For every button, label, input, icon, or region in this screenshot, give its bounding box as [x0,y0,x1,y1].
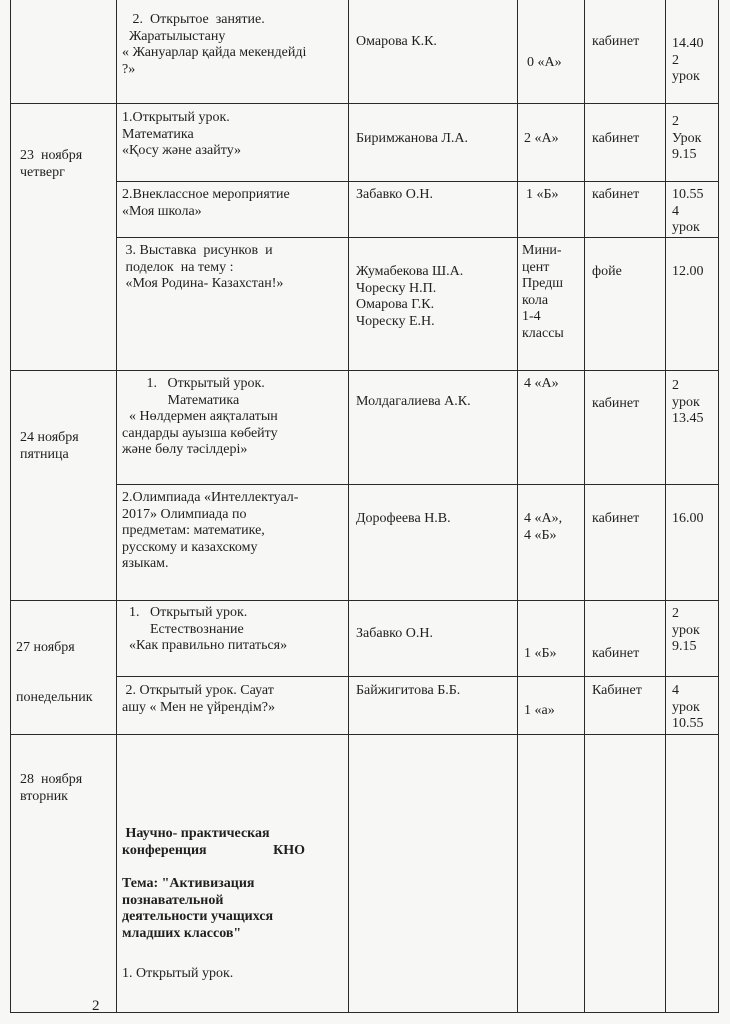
column-divider [348,0,349,1013]
table-border-left [10,0,11,1013]
class-cell: 0 «А» [527,55,562,70]
place-cell: кабинет [592,131,640,146]
date-cell: 24 ноября пятница [20,430,79,462]
event-cell: 1.Открытый урок. Математика «Қосу және азайту» [122,110,242,158]
row-divider [116,484,719,485]
date-cell: 28 ноября вторник [20,772,83,804]
table-border-right [718,0,719,1013]
date-cell: 23 ноября четверг [20,148,83,180]
time-cell: 4 урок 10.55 [672,683,704,731]
conference-heading: Научно- практическая конференция КНО [122,826,306,858]
event-cell: 2.Олимпиада «Интеллектуал- 2017» Олимпиада по предметам: математике, русскому и казахскому языкам. [122,490,299,571]
time-cell: 12.00 [672,264,704,279]
time-cell: 2 урок 9.15 [672,606,700,654]
row-divider [116,237,719,238]
teacher-cell: Молдагалиева А.К. [356,394,471,409]
place-cell: Кабинет [592,683,642,698]
teacher-cell: Биримжанова Л.А. [356,131,469,146]
page-number: 2 [92,998,100,1014]
date-cell: 27 ноября понедельник [16,640,93,705]
teacher-cell: Жумабекова Ш.А. Чореску Н.П. Омарова Г.К. Чореску Е.Н. [356,264,464,329]
row-divider [10,103,719,104]
event-cell: 2.Внеклассное мероприятие «Моя школа» [122,187,290,219]
event-cell: 1. Открытый урок. Математика « Нөлдермен аяқталатын сандарды ауызша көбейту және бөлу тәсілдері» [122,376,278,457]
teacher-cell: Дорофеева Н.В. [356,511,451,526]
event-cell: 1. Открытый урок. Естествознание «Как правильно питаться» [129,605,288,653]
place-cell: кабинет [592,646,640,661]
event-cell: 2. Открытый урок. Сауат ашу « Мен не үйрендім?» [122,683,275,715]
column-divider [665,0,666,1013]
table-border-bottom [10,1012,719,1013]
column-divider [116,0,117,1013]
time-cell: 16.00 [672,511,704,526]
class-cell: 1 «Б» [524,646,557,661]
time-cell: 2 Урок 9.15 [672,114,702,162]
row-divider [116,181,719,182]
event-cell: 2. Открытое занятие. Жаратылыстану « Жануарлар қайда мекендейді ?» [122,12,307,77]
place-cell: кабинет [592,396,640,411]
row-divider [10,370,719,371]
row-divider [10,734,719,735]
class-cell: 1 «Б» [526,187,559,202]
place-cell: кабинет [592,187,640,202]
event-cell: 3. Выставка рисунков и поделок на тему : «Моя Родина- Казахстан!» [125,243,284,291]
class-cell: 4 «А» [524,376,559,391]
teacher-cell: Омарова К.К. [356,34,437,49]
place-cell: кабинет [592,511,640,526]
class-cell: Мини- цент Предш кола 1-4 классы [522,243,564,341]
teacher-cell: Забавко О.Н. [356,187,433,202]
row-divider [116,676,719,677]
column-divider [517,0,518,1013]
event-cell: 1. Открытый урок. [122,966,234,981]
class-cell: 2 «А» [524,131,559,146]
column-divider [584,0,585,1013]
class-cell: 4 «А», 4 «Б» [524,511,563,543]
time-cell: 14.40 2 урок [672,36,704,84]
teacher-cell: Байжигитова Б.Б. [356,683,461,698]
place-cell: фойе [592,264,622,279]
row-divider [10,600,719,601]
place-cell: кабинет [592,34,640,49]
time-cell: 2 урок 13.45 [672,378,704,426]
teacher-cell: Забавко О.Н. [356,626,433,641]
class-cell: 1 «а» [524,703,555,718]
conference-theme: Тема: "Активизация познавательной деятельности учащихся младших классов" [122,876,274,941]
time-cell: 10.55 4 урок [672,187,704,235]
